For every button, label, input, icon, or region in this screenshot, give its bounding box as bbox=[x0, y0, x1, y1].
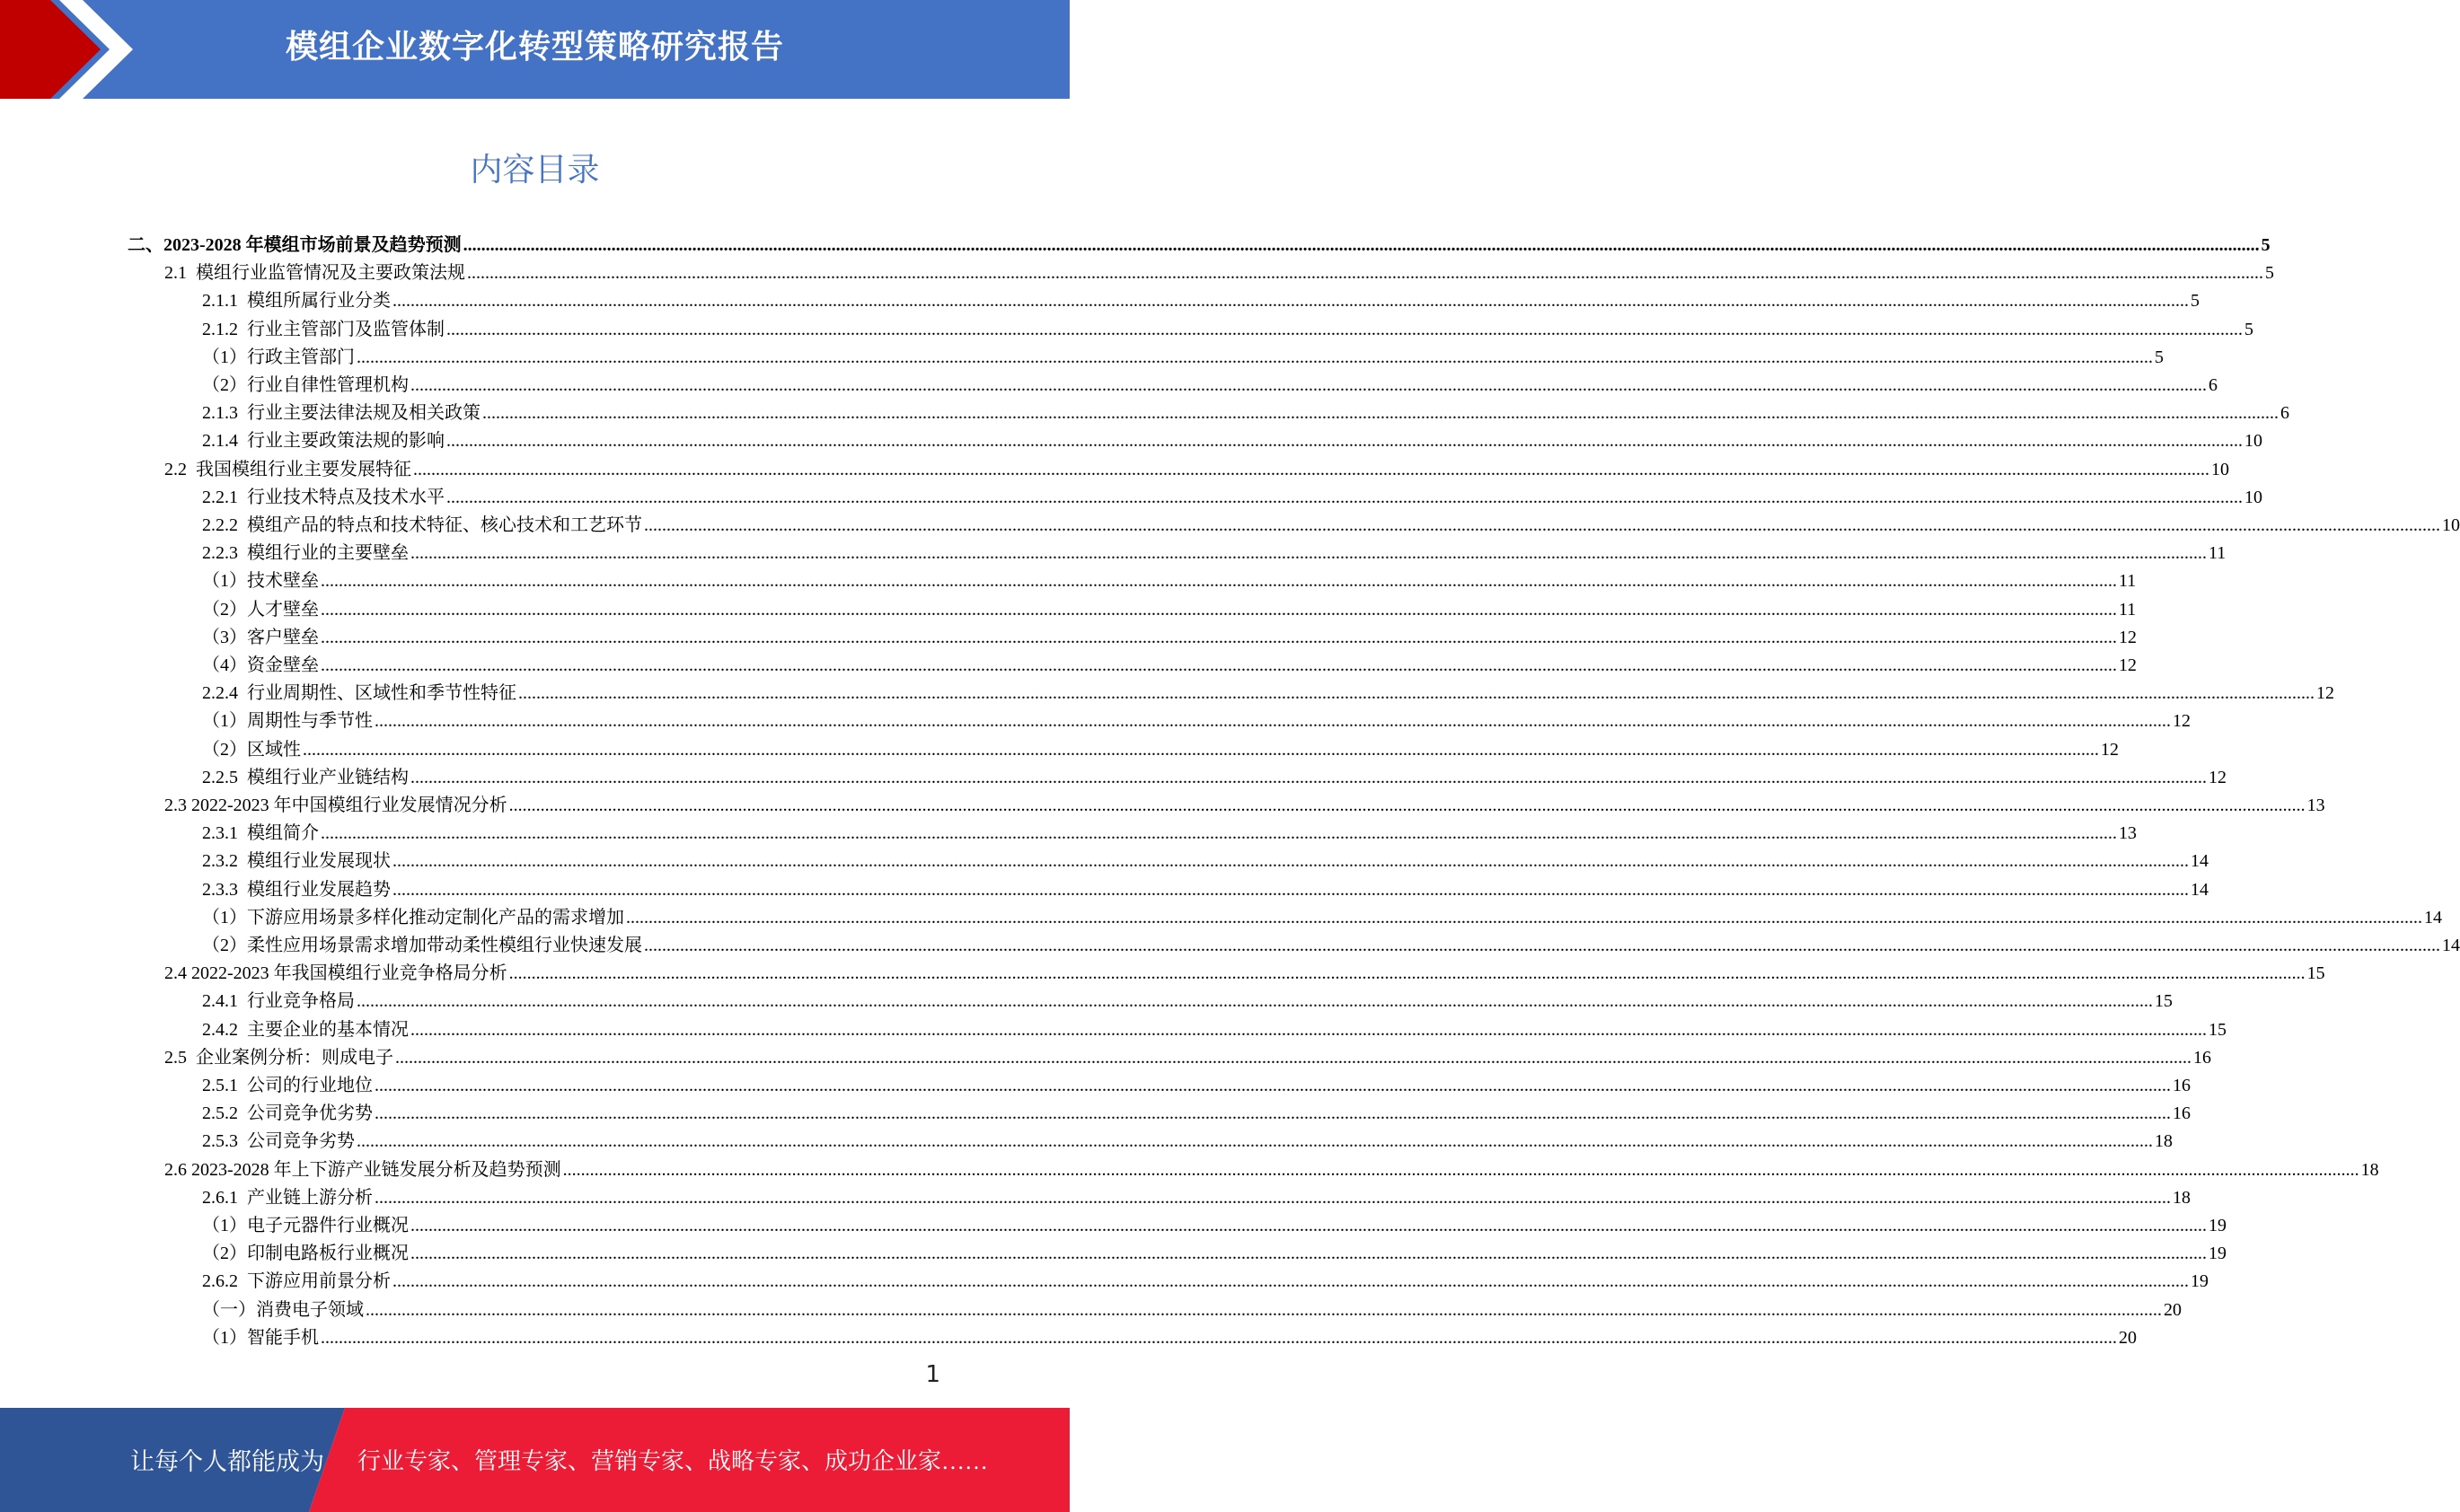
toc-entry-page: 16 bbox=[2193, 1047, 2211, 1068]
toc-entry[interactable] bbox=[202, 396, 2289, 424]
toc-entry-title: 2.4.2 主要企业的基本情况 bbox=[202, 1019, 409, 1040]
toc-entry-title: 2.2.4 行业周期性、区域性和季节性特征 bbox=[202, 683, 516, 704]
toc-entry[interactable] bbox=[164, 956, 2325, 984]
report-title: 模组企业数字化转型策略研究报告 bbox=[285, 29, 784, 66]
toc-dot-leader: ................................................................................................................................................................................................................................................................................................................................................................................................................ bbox=[644, 936, 2440, 955]
toc-entry-page: 14 bbox=[2191, 879, 2209, 900]
toc-entry[interactable] bbox=[202, 901, 2442, 928]
toc-entry[interactable] bbox=[164, 256, 2274, 284]
toc-entry[interactable] bbox=[202, 676, 2334, 704]
toc-dot-leader: ................................................................................................................................................................................................................................................................................................................................................................................................................ bbox=[410, 1216, 2207, 1235]
toc-entry-page: 14 bbox=[2191, 851, 2209, 872]
toc-entry[interactable] bbox=[202, 928, 2460, 956]
toc-entry[interactable] bbox=[202, 760, 2226, 788]
toc-entry-title: 2.2.1 行业技术特点及技术水平 bbox=[202, 487, 445, 507]
toc-entry-title: 2.3.3 模组行业发展趋势 bbox=[202, 879, 391, 900]
toc-dot-leader: ................................................................................................................................................................................................................................................................................................................................................................................................................ bbox=[413, 459, 2209, 479]
toc-entry-page: 5 bbox=[2261, 235, 2270, 255]
toc-dot-leader: ................................................................................................................................................................................................................................................................................................................................................................................................................ bbox=[375, 711, 2171, 732]
toc-entry[interactable] bbox=[202, 1124, 2173, 1152]
toc-dot-leader: ................................................................................................................................................................................................................................................................................................................................................................................................................ bbox=[508, 796, 2306, 815]
toc-entry[interactable] bbox=[202, 1293, 2182, 1321]
toc-entry-title: （3）客户壁垒 bbox=[202, 627, 319, 647]
toc-dot-leader: ................................................................................................................................................................................................................................................................................................................................................................................................................ bbox=[392, 879, 2189, 900]
toc-dot-leader: ................................................................................................................................................................................................................................................................................................................................................................................................................ bbox=[357, 991, 2153, 1012]
toc-entry-page: 12 bbox=[2316, 683, 2334, 704]
toc-entry-page: 16 bbox=[2173, 1076, 2191, 1095]
toc-entry[interactable] bbox=[202, 536, 2226, 564]
toc-entry-title: （2）区域性 bbox=[202, 739, 301, 760]
toc-dot-leader: ................................................................................................................................................................................................................................................................................................................................................................................................................ bbox=[626, 907, 2422, 927]
toc-entry[interactable] bbox=[202, 508, 2460, 536]
toc-dot-leader: ................................................................................................................................................................................................................................................................................................................................................................................................................ bbox=[410, 767, 2207, 787]
toc-dot-leader: ................................................................................................................................................................................................................................................................................................................................................................................................................ bbox=[392, 851, 2189, 872]
toc-dot-leader: ................................................................................................................................................................................................................................................................................................................................................................................................................ bbox=[410, 543, 2207, 564]
toc-entry-title: 2.6 2023-2028 年上下游产业链发展分析及趋势预测 bbox=[164, 1159, 561, 1180]
toc-dot-leader: ................................................................................................................................................................................................................................................................................................................................................................................................................ bbox=[375, 1076, 2171, 1095]
toc-entry-page: 15 bbox=[2209, 1019, 2226, 1040]
footer-slogan-right: 行业专家、管理专家、营销专家、战略专家、成功企业家…… bbox=[357, 1448, 989, 1474]
toc-entry-page: 6 bbox=[2280, 403, 2289, 424]
toc-entry-page: 12 bbox=[2173, 711, 2191, 732]
toc-entry-title: （2）人才壁垒 bbox=[202, 599, 319, 620]
toc-entry[interactable] bbox=[202, 844, 2209, 872]
toc-entry-title: 2.3.2 模组行业发展现状 bbox=[202, 851, 391, 872]
toc-entry-page: 12 bbox=[2101, 739, 2119, 760]
toc-entry-page: 19 bbox=[2209, 1244, 2226, 1264]
toc-entry[interactable] bbox=[202, 312, 2253, 340]
toc-entry-page: 6 bbox=[2209, 375, 2218, 395]
toc-dot-leader: ................................................................................................................................................................................................................................................................................................................................................................................................................ bbox=[644, 515, 2440, 535]
toc-entry[interactable] bbox=[202, 1068, 2191, 1096]
toc-dot-leader: ................................................................................................................................................................................................................................................................................................................................................................................................................ bbox=[410, 375, 2207, 395]
toc-entry[interactable] bbox=[202, 733, 2119, 760]
toc-dot-leader: ................................................................................................................................................................................................................................................................................................................................................................................................................ bbox=[518, 683, 2315, 704]
toc-entry-page: 12 bbox=[2119, 655, 2137, 675]
toc-entry-title: 二、2023-2028 年模组市场前景及趋势预测 bbox=[128, 235, 462, 255]
toc-dot-leader: ................................................................................................................................................................................................................................................................................................................................................................................................................ bbox=[366, 1299, 2162, 1320]
toc-dot-leader: ................................................................................................................................................................................................................................................................................................................................................................................................................ bbox=[410, 1019, 2207, 1040]
toc-entry-title: （1）周期性与季节性 bbox=[202, 711, 373, 732]
toc-entry-page: 15 bbox=[2306, 963, 2325, 984]
toc-dot-leader: ................................................................................................................................................................................................................................................................................................................................................................................................................ bbox=[321, 655, 2117, 675]
toc-entry-page: 13 bbox=[2306, 796, 2325, 815]
toc-dot-leader: ................................................................................................................................................................................................................................................................................................................................................................................................................ bbox=[321, 599, 2117, 620]
toc-entry-page: 10 bbox=[2244, 487, 2262, 507]
toc-entry[interactable] bbox=[164, 453, 2229, 480]
toc-entry-title: 2.5.2 公司竞争优劣势 bbox=[202, 1103, 373, 1124]
toc-entry-page: 14 bbox=[2442, 936, 2460, 955]
toc-entry[interactable] bbox=[202, 984, 2173, 1012]
toc-entry[interactable] bbox=[202, 564, 2137, 592]
toc-entry-page: 5 bbox=[2244, 319, 2253, 339]
toc-dot-leader: ................................................................................................................................................................................................................................................................................................................................................................................................................ bbox=[321, 571, 2117, 592]
toc-entry-page: 11 bbox=[2209, 543, 2226, 564]
toc-entry[interactable] bbox=[202, 368, 2218, 396]
toc-entry-title: 2.2 我国模组行业主要发展特征 bbox=[164, 459, 411, 479]
page-number: 1 bbox=[925, 1361, 940, 1388]
toc-entry-title: 2.6.1 产业链上游分析 bbox=[202, 1187, 373, 1208]
toc-entry-page: 16 bbox=[2173, 1103, 2191, 1124]
toc-entry-title: （2）行业自律性管理机构 bbox=[202, 375, 409, 395]
toc-entry[interactable] bbox=[164, 1153, 2379, 1181]
toc-entry-title: （1）智能手机 bbox=[202, 1327, 319, 1348]
toc-entry-title: （1）技术壁垒 bbox=[202, 571, 319, 592]
toc-entry[interactable] bbox=[202, 1209, 2226, 1236]
toc-entry-page: 10 bbox=[2244, 431, 2262, 452]
toc-entry-page: 20 bbox=[2119, 1327, 2137, 1348]
toc-entry-page: 11 bbox=[2119, 571, 2137, 592]
toc-entry-page: 10 bbox=[2211, 459, 2229, 479]
toc-entry-page: 18 bbox=[2360, 1159, 2379, 1180]
toc-entry[interactable] bbox=[202, 1096, 2191, 1124]
toc-entry-page: 12 bbox=[2119, 627, 2137, 647]
toc-entry[interactable] bbox=[164, 1041, 2211, 1068]
toc-dot-leader: ................................................................................................................................................................................................................................................................................................................................................................................................................ bbox=[446, 431, 2243, 452]
toc-entry[interactable] bbox=[202, 620, 2137, 648]
toc-dot-leader: ................................................................................................................................................................................................................................................................................................................................................................................................................ bbox=[303, 739, 2099, 760]
toc-entry[interactable] bbox=[202, 593, 2137, 620]
toc-entry-page: 12 bbox=[2209, 767, 2226, 787]
toc-entry-title: 2.6.2 下游应用前景分析 bbox=[202, 1271, 391, 1292]
toc-entry-title: 2.5.1 公司的行业地位 bbox=[202, 1076, 373, 1095]
toc-entry-title: 2.3 2022-2023 年中国模组行业发展情况分析 bbox=[164, 796, 507, 815]
toc-entry-page: 11 bbox=[2119, 599, 2137, 620]
toc-entry-title: 2.1.2 行业主管部门及监管体制 bbox=[202, 319, 445, 339]
toc-dot-leader: ................................................................................................................................................................................................................................................................................................................................................................................................................ bbox=[357, 347, 2153, 367]
toc-dot-leader: ................................................................................................................................................................................................................................................................................................................................................................................................................ bbox=[410, 1244, 2207, 1264]
toc-entry[interactable] bbox=[202, 480, 2262, 508]
toc-entry-title: 2.4.1 行业竞争格局 bbox=[202, 991, 355, 1012]
toc-entry-title: （2）柔性应用场景需求增加带动柔性模组行业快速发展 bbox=[202, 936, 642, 955]
toc-entry-title: 2.1 模组行业监管情况及主要政策法规 bbox=[164, 263, 465, 284]
toc-entry-title: 2.5.3 公司竞争劣势 bbox=[202, 1131, 355, 1152]
toc-dot-leader: ................................................................................................................................................................................................................................................................................................................................................................................................................ bbox=[508, 963, 2306, 984]
toc-entry[interactable] bbox=[202, 704, 2191, 732]
toc-dot-leader: ................................................................................................................................................................................................................................................................................................................................................................................................................ bbox=[482, 403, 2279, 424]
toc-entry-page: 20 bbox=[2164, 1299, 2182, 1320]
toc-dot-leader: ................................................................................................................................................................................................................................................................................................................................................................................................................ bbox=[463, 235, 2260, 255]
toc-entry-title: 2.2.5 模组行业产业链结构 bbox=[202, 767, 409, 787]
toc-entry[interactable] bbox=[164, 788, 2325, 816]
toc-entry-title: （2）印制电路板行业概况 bbox=[202, 1244, 409, 1264]
toc-dot-leader: ................................................................................................................................................................................................................................................................................................................................................................................................................ bbox=[375, 1103, 2171, 1124]
toc-dot-leader: ................................................................................................................................................................................................................................................................................................................................................................................................................ bbox=[392, 291, 2189, 312]
toc-entry-title: 2.4 2022-2023 年我国模组行业竞争格局分析 bbox=[164, 963, 507, 984]
toc-entry-title: 2.5 企业案例分析：则成电子 bbox=[164, 1047, 393, 1068]
toc-entry-page: 10 bbox=[2442, 515, 2460, 535]
toc-entry-title: 2.2.3 模组行业的主要壁垒 bbox=[202, 543, 409, 564]
toc-entry-title: （一）消费电子领域 bbox=[202, 1299, 364, 1320]
toc-entry[interactable] bbox=[202, 424, 2262, 452]
toc-entry-title: 2.1.1 模组所属行业分类 bbox=[202, 291, 391, 312]
toc-entry-page: 15 bbox=[2155, 991, 2173, 1012]
toc-entry[interactable] bbox=[202, 1236, 2226, 1264]
toc-entry-page: 5 bbox=[2155, 347, 2164, 367]
toc-entry-page: 18 bbox=[2155, 1131, 2173, 1152]
toc-entry-page: 19 bbox=[2209, 1216, 2226, 1235]
toc-entry-page: 14 bbox=[2424, 907, 2442, 927]
toc-entry[interactable] bbox=[202, 340, 2164, 368]
toc-entry-title: （1）行政主管部门 bbox=[202, 347, 355, 367]
toc-dot-leader: ................................................................................................................................................................................................................................................................................................................................................................................................................ bbox=[446, 319, 2243, 339]
toc-entry[interactable] bbox=[202, 873, 2209, 901]
toc-entry[interactable] bbox=[202, 816, 2137, 844]
toc-entry[interactable] bbox=[202, 648, 2137, 676]
toc-dot-leader: ................................................................................................................................................................................................................................................................................................................................................................................................................ bbox=[562, 1159, 2359, 1180]
toc-entry-title: 2.1.3 行业主要法律法规及相关政策 bbox=[202, 403, 481, 424]
toc-entry[interactable] bbox=[202, 1264, 2209, 1292]
toc-dot-leader: ................................................................................................................................................................................................................................................................................................................................................................................................................ bbox=[467, 263, 2263, 284]
toc-entry-title: 2.3.1 模组简介 bbox=[202, 823, 319, 844]
toc-entry[interactable] bbox=[128, 228, 2270, 256]
toc-entry-page: 5 bbox=[2265, 263, 2274, 284]
footer-slogan-left: 让每个人都能成为 bbox=[130, 1448, 324, 1475]
toc-entry-title: 2.1.4 行业主要政策法规的影响 bbox=[202, 431, 445, 452]
toc-entry-page: 13 bbox=[2119, 823, 2137, 844]
toc-entry[interactable] bbox=[202, 1181, 2191, 1209]
toc-dot-leader: ................................................................................................................................................................................................................................................................................................................................................................................................................ bbox=[392, 1271, 2189, 1292]
header-banner bbox=[0, 0, 1070, 99]
toc-entry-page: 5 bbox=[2191, 291, 2200, 312]
toc-entry-page: 19 bbox=[2191, 1271, 2209, 1292]
toc-entry[interactable] bbox=[202, 284, 2200, 312]
toc-dot-leader: ................................................................................................................................................................................................................................................................................................................................................................................................................ bbox=[321, 627, 2117, 647]
toc-heading: 内容目录 bbox=[470, 152, 600, 189]
toc-dot-leader: ................................................................................................................................................................................................................................................................................................................................................................................................................ bbox=[395, 1047, 2191, 1068]
toc-dot-leader: ................................................................................................................................................................................................................................................................................................................................................................................................................ bbox=[375, 1187, 2171, 1208]
toc-dot-leader: ................................................................................................................................................................................................................................................................................................................................................................................................................ bbox=[446, 487, 2243, 507]
toc-entry-title: 2.2.2 模组产品的特点和技术特征、核心技术和工艺环节 bbox=[202, 515, 642, 535]
toc-entry-title: （1）下游应用场景多样化推动定制化产品的需求增加 bbox=[202, 907, 624, 927]
toc-dot-leader: ................................................................................................................................................................................................................................................................................................................................................................................................................ bbox=[321, 823, 2117, 844]
toc-dot-leader: ................................................................................................................................................................................................................................................................................................................................................................................................................ bbox=[321, 1327, 2117, 1348]
toc-entry[interactable] bbox=[202, 1013, 2226, 1041]
toc-entry-title: （1）电子元器件行业概况 bbox=[202, 1216, 409, 1235]
toc-entry-title: （4）资金壁垒 bbox=[202, 655, 319, 675]
toc-entry[interactable] bbox=[202, 1321, 2137, 1349]
toc-entry-page: 18 bbox=[2173, 1187, 2191, 1208]
toc-dot-leader: ................................................................................................................................................................................................................................................................................................................................................................................................................ bbox=[357, 1131, 2153, 1152]
